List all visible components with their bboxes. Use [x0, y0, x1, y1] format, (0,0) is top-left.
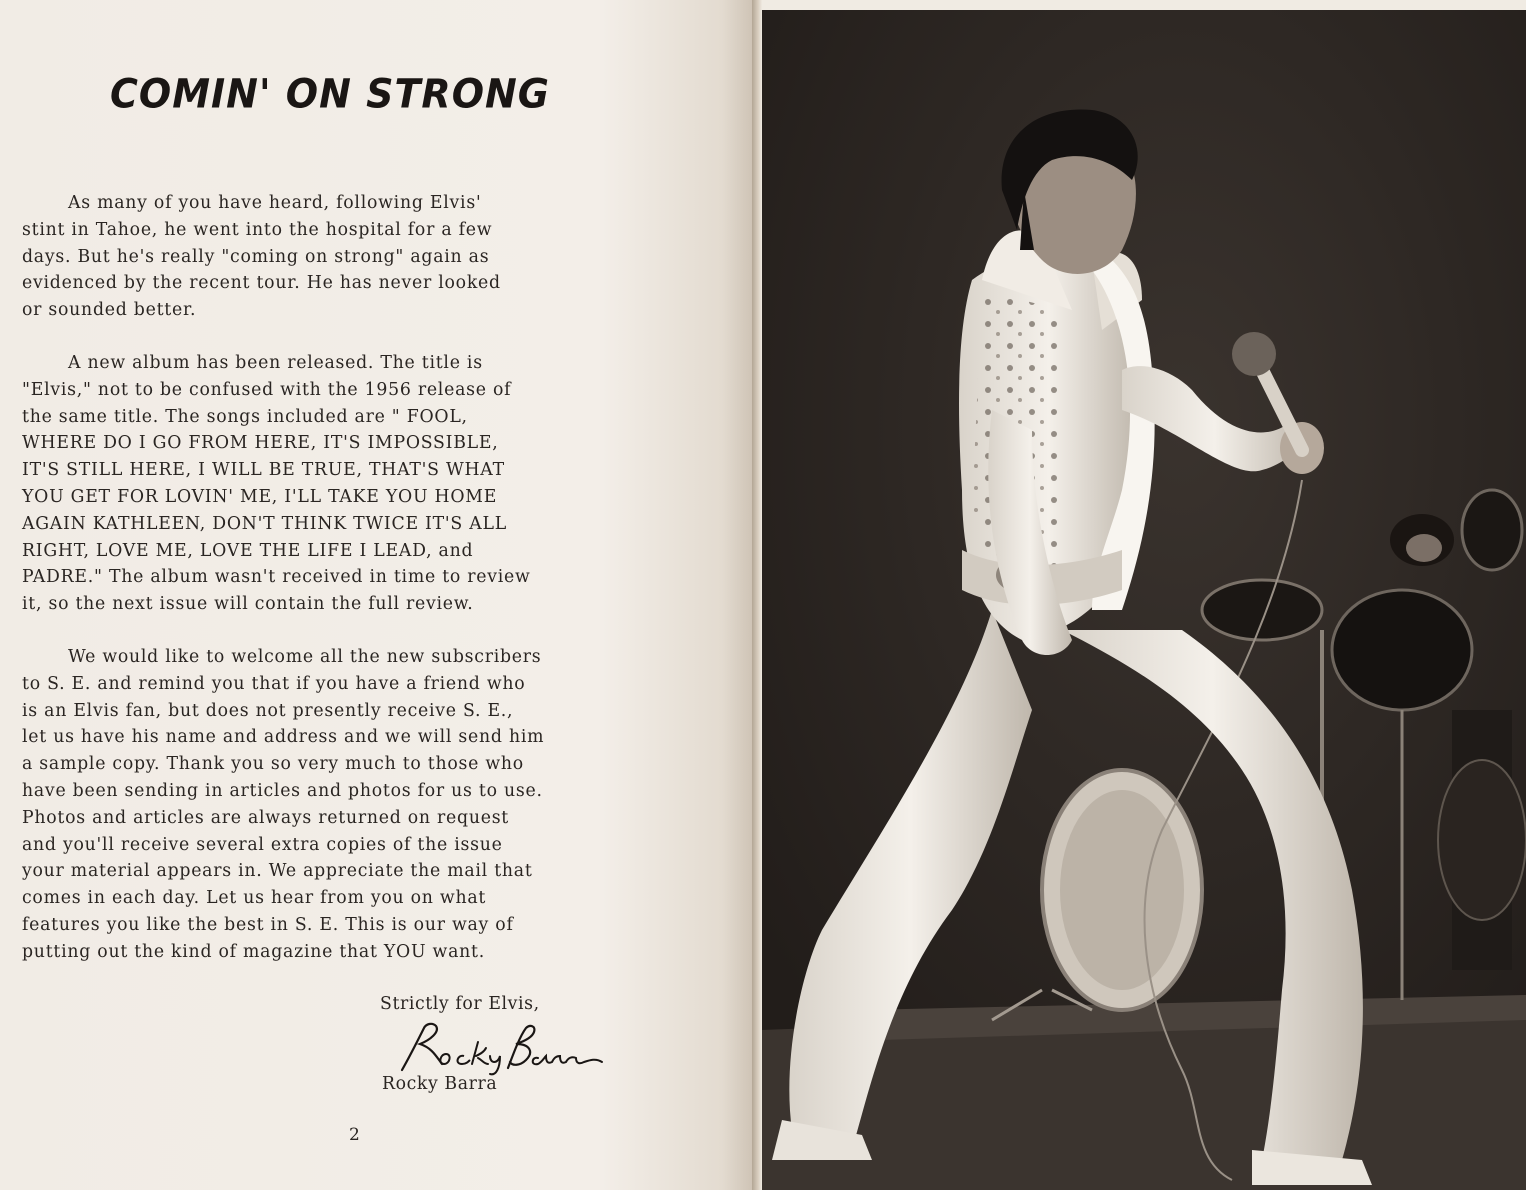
- text-line: comes in each day. Let us hear from you on what: [22, 888, 487, 909]
- text-line: a sample copy. Thank you so very much to those who: [22, 754, 524, 775]
- paragraph-1: [22, 190, 687, 324]
- text-line: A new album has been released. The title is: [68, 352, 483, 373]
- closing-line: Strictly for Elvis,: [380, 994, 540, 1014]
- text-line: We would like to welcome all the new subscribers: [68, 646, 542, 667]
- text-line: As many of you have heard, following Elvis': [68, 193, 482, 213]
- paragraph-2: [22, 350, 687, 618]
- article-title: COMIN' ON STRONG: [110, 70, 550, 118]
- text-line: stint in Tahoe, he went into the hospital for a few: [22, 219, 493, 240]
- text-line: putting out the kind of magazine that YOU want.: [22, 941, 485, 962]
- text-line: Photos and articles are always returned on request: [22, 807, 510, 828]
- text-line: and you'll receive several extra copies of the issue: [22, 834, 503, 855]
- text-line: AGAIN KATHLEEN, DON'T THINK TWICE IT'S ALL: [22, 513, 507, 534]
- handwritten-signature: [380, 1018, 630, 1078]
- text-line: PADRE." The album wasn't received in time to review: [22, 567, 531, 588]
- text-line: is an Elvis fan, but does not presently receive S. E.,: [22, 700, 514, 721]
- text-line: have been sending in articles and photos for us to use.: [22, 780, 543, 801]
- concert-photo: [762, 10, 1526, 1190]
- text-line: it, so the next issue will contain the full review.: [22, 594, 474, 615]
- text-line: YOU GET FOR LOVIN' ME, I'LL TAKE YOU HOME: [22, 486, 498, 507]
- text-line: features you like the best in S. E. This is our way of: [22, 914, 514, 935]
- left-page: [0, 0, 752, 1190]
- paragraph-3: [22, 644, 687, 966]
- text-line: or sounded better.: [22, 300, 197, 321]
- text-line: days. But he's really "coming on strong" again as: [22, 246, 490, 267]
- text-line: evidenced by the recent tour. He has never looked: [22, 273, 501, 294]
- text-line: IT'S STILL HERE, I WILL BE TRUE, THAT'S WHAT: [22, 460, 505, 481]
- signer-name: Rocky Barra: [382, 1074, 498, 1094]
- text-line: your material appears in. We appreciate the mail that: [22, 861, 533, 882]
- text-line: "Elvis," not to be confused with the 1956 release of: [22, 379, 512, 400]
- text-line: to S. E. and remind you that if you have a friend who: [22, 673, 526, 694]
- text-line: the same title. The songs included are " FOOL,: [22, 406, 468, 427]
- article-body: [22, 190, 687, 966]
- book-spine: [752, 0, 762, 1190]
- text-line: let us have his name and address and we will send him: [22, 727, 545, 748]
- text-line: WHERE DO I GO FROM HERE, IT'S IMPOSSIBLE,: [22, 433, 499, 454]
- page-number: 2: [349, 1125, 360, 1145]
- right-page: [762, 0, 1526, 1190]
- text-line: RIGHT, LOVE ME, LOVE THE LIFE I LEAD, and: [22, 540, 474, 561]
